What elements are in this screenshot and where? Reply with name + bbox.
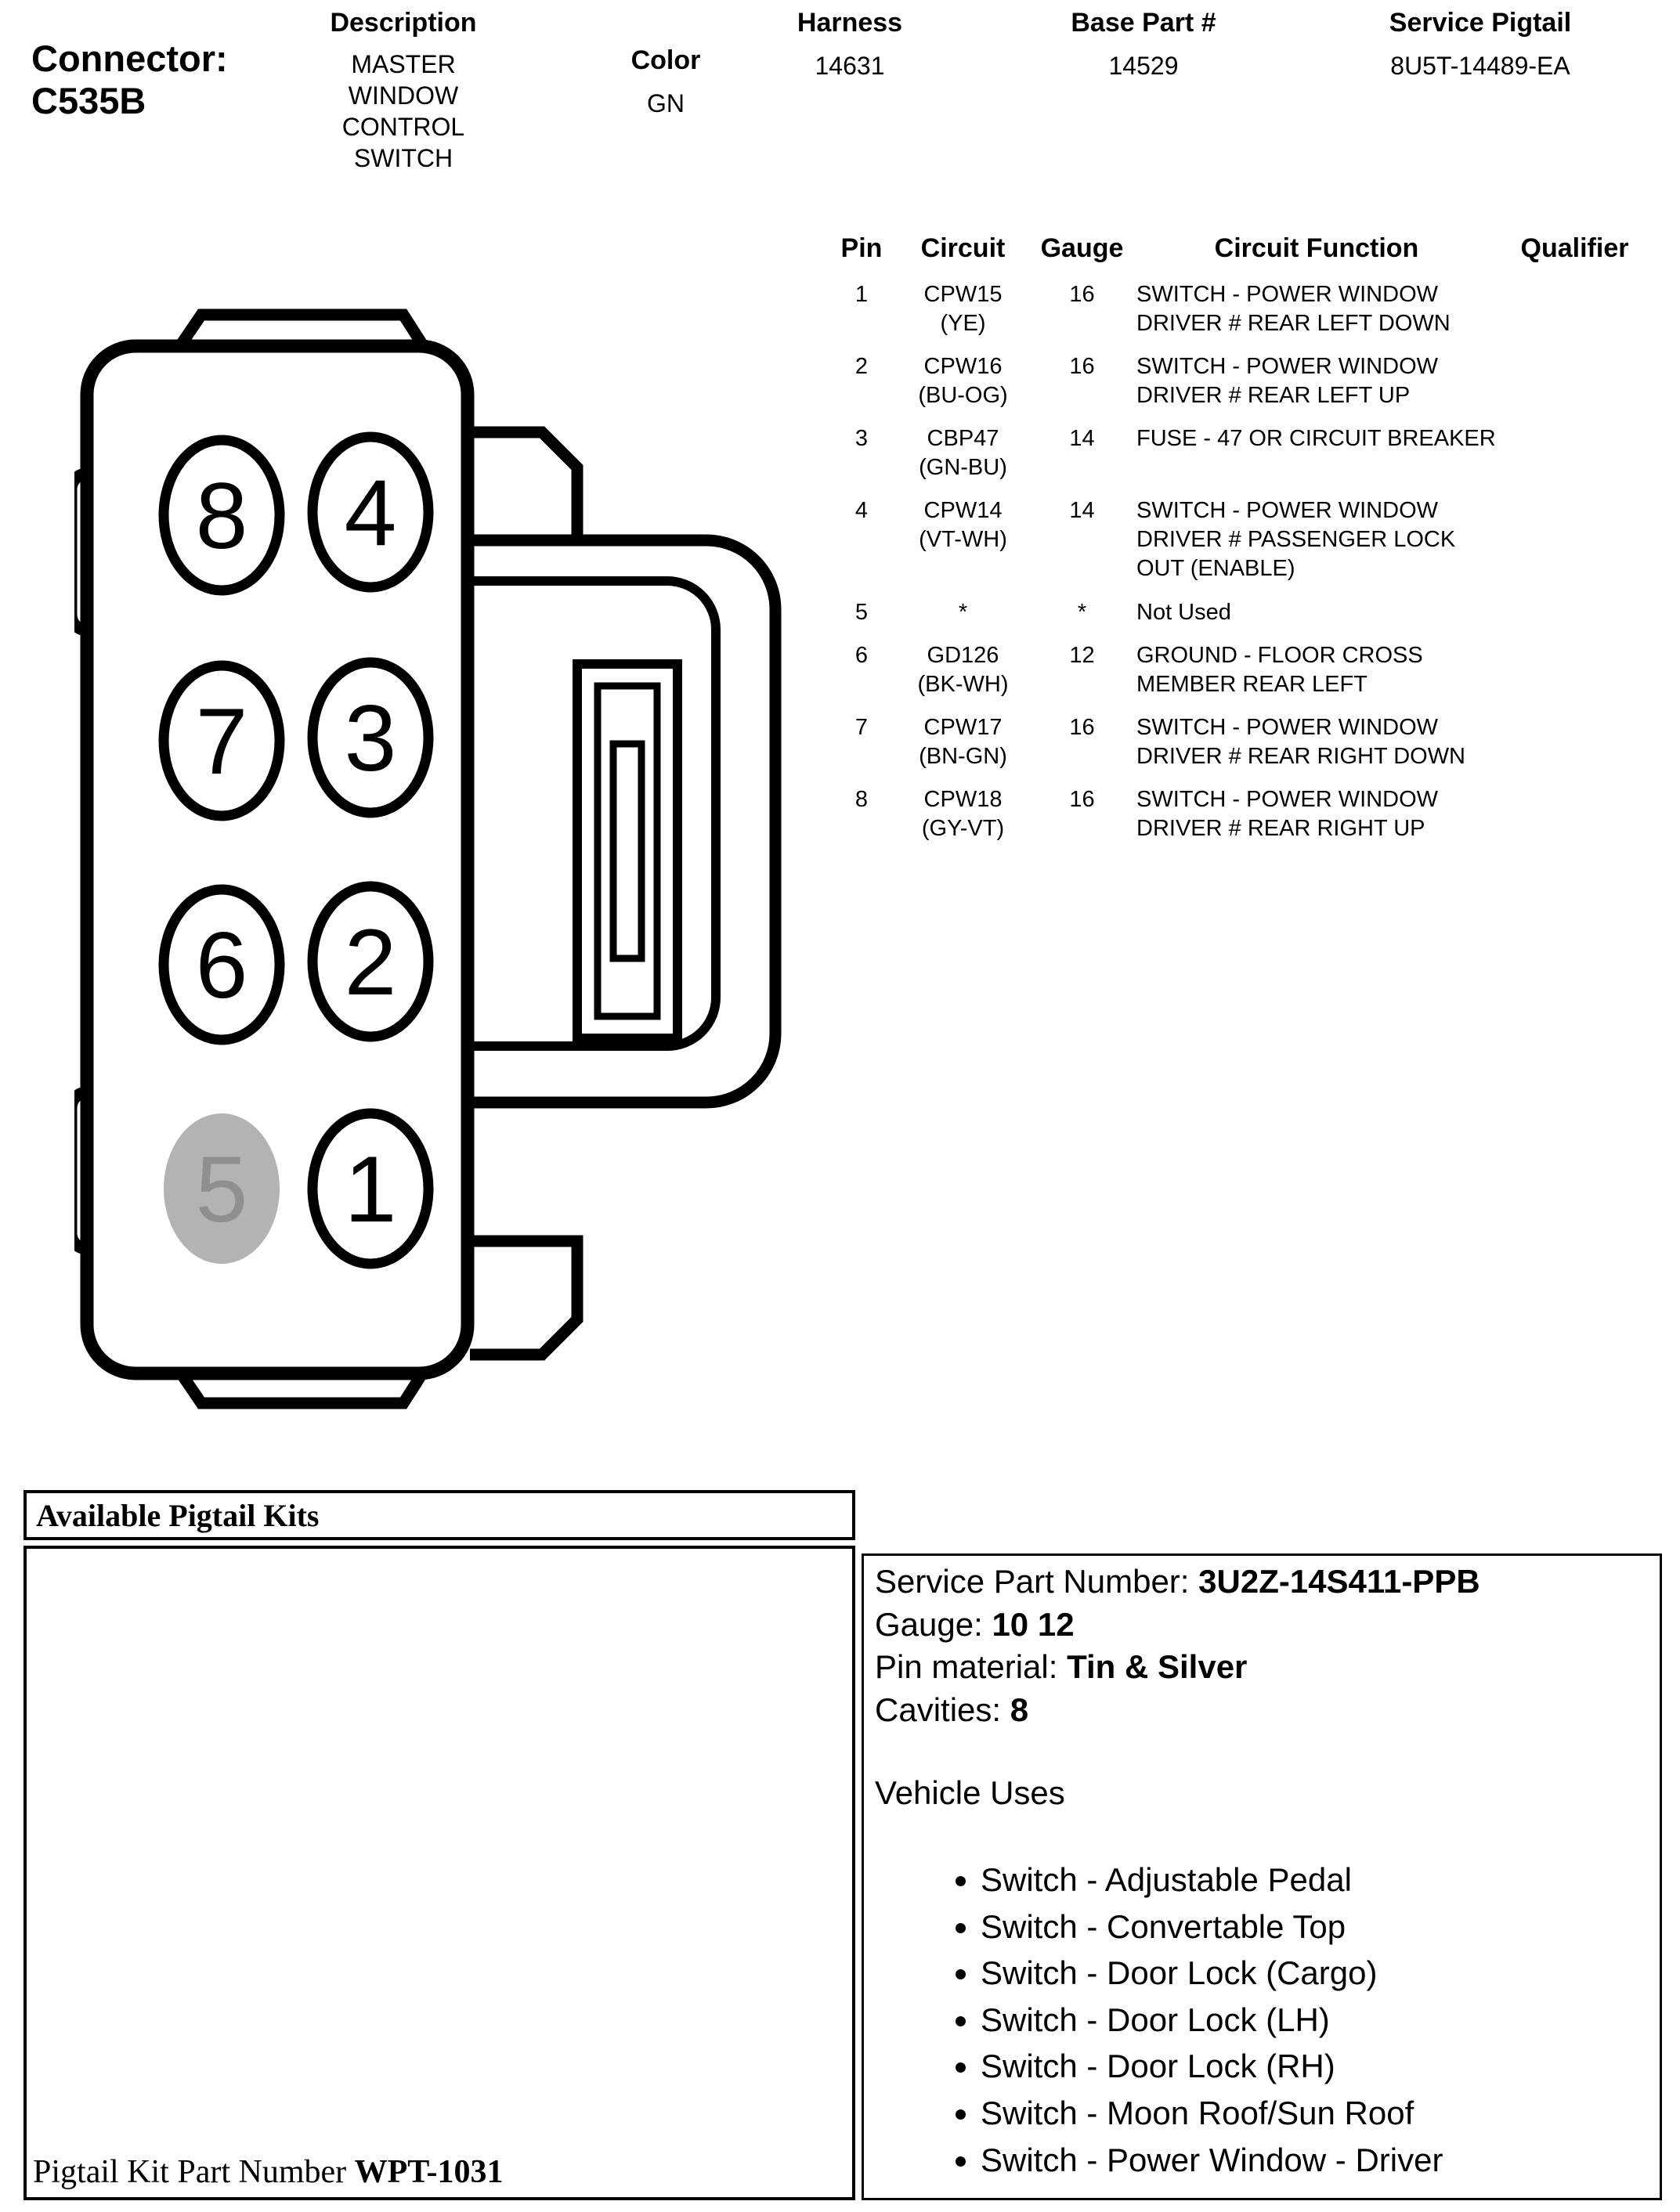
vehicle-use-item: • Switch - Door Lock (LH) [981,1999,1649,2042]
function-cell: GROUND - FLOOR CROSS MEMBER REAR LEFT [1136,642,1423,697]
vehicle-use-item: • Switch - Adjustable Pedal [981,1859,1649,1902]
vehicle-use-item: • Switch - Convertable Top [981,1906,1649,1949]
circuit-code: CPW14 [923,498,1003,524]
function-cell: Not Used [1136,599,1231,625]
connector-face-diagram [74,305,795,1417]
service-pigtail-value: 8U5T-14489-EA [1390,52,1570,80]
pin-table-header-pin: Pin [840,233,883,263]
circuit-color: (BN-GN) [919,743,1007,769]
circuit-cell [898,598,1028,627]
gauge-label: Gauge: [875,1605,983,1643]
circuit-color: (VT-WH) [919,527,1007,553]
cavities-value: 8 [1010,1691,1029,1728]
pigtail-kit-details-box [862,1553,1662,2200]
pin-cell: 8 [854,787,869,813]
harness-value: 14631 [815,52,885,80]
latch-slot-inner [613,744,641,958]
qualifier-cell [1506,424,1643,482]
gauge-cell: 14 [1069,425,1095,451]
circuit-code: CPW18 [923,787,1003,813]
pin-cavity-7-label: 7 [195,689,248,794]
circuit-code: CPW15 [923,281,1003,307]
vehicle-use-item: • Switch - Door Lock (RH) [981,2045,1649,2088]
available-pigtail-kits-label: Available Pigtail Kits [36,1497,320,1533]
pin-cavity-5-label: 5 [195,1137,248,1242]
connector-title [31,38,228,122]
circuit-code: CPW16 [923,353,1003,379]
gauge-cell: 12 [1069,642,1095,668]
vehicle-use-item: • Switch - Power Window - Driver [981,2139,1649,2182]
pin-cavity-8-label: 8 [195,464,248,568]
pin-material-value: Tin & Silver [1067,1648,1248,1686]
function-cell: SWITCH - POWER WINDOW DRIVER # REAR LEFT UP [1136,353,1439,408]
circuit-color: (BU-OG) [918,382,1008,408]
pin-table-header-gauge: Gauge [1040,233,1124,263]
pin-cavity-2-label: 2 [344,910,397,1015]
vehicle-use-item: • Switch - Moon Roof/Sun Roof [981,2092,1649,2135]
circuit-code: GD126 [927,642,999,668]
circuit-cell [898,713,1028,771]
qualifier-cell [1506,641,1643,699]
gauge-cell: 16 [1069,281,1095,307]
circuit-code: CPW17 [923,714,1003,740]
service-part-number-label: Service Part Number: [875,1563,1190,1600]
qualifier-cell [1506,352,1643,410]
pin-cell: 1 [854,281,869,307]
qualifier-cell [1506,496,1643,583]
latch-top-tab [470,432,577,546]
available-pigtail-kits-title [23,1490,855,1540]
pin-table-header-circuit: Circuit [920,233,1006,263]
circuit-code: * [958,599,968,625]
gauge-cell: 16 [1069,353,1095,379]
description-label: Description [330,8,477,38]
circuit-cell [898,352,1028,410]
service-pigtail-label: Service Pigtail [1389,8,1572,38]
qualifier-cell [1506,280,1643,338]
cavities-line [875,1689,1649,1732]
color-label: Color [630,45,701,75]
circuit-cell [898,785,1028,843]
qualifier-cell [1506,713,1643,771]
harness-label: Harness [797,8,903,38]
gauge-cell: 14 [1069,498,1095,524]
gauge-cell: 16 [1069,714,1095,740]
pin-cell: 7 [854,714,869,740]
pin-cell: 4 [854,498,869,524]
circuit-color: (YE) [940,310,986,336]
pin-cell: 6 [854,642,869,668]
color-value: GN [647,89,685,117]
pin-cell: 3 [854,425,869,451]
cavities-label: Cavities: [875,1691,1002,1728]
circuit-cell [898,280,1028,338]
pin-cavity-3-label: 3 [344,686,397,791]
vehicle-use-item: • Switch - Door Lock (Cargo) [981,1952,1649,1995]
pin-material-label: Pin material: [875,1648,1058,1686]
pin-table-header-qualifier: Qualifier [1520,233,1629,263]
function-cell: SWITCH - POWER WINDOW DRIVER # PASSENGER LOCK OUT (ENABLE) [1136,498,1456,582]
circuit-color: (GY-VT) [921,816,1005,842]
qualifier-cell [1506,785,1643,843]
pin-table [834,232,1643,843]
function-cell: SWITCH - POWER WINDOW DRIVER # REAR LEFT DOWN [1136,281,1451,336]
pin-cell: 5 [854,599,869,625]
vehicle-uses-list [875,1859,1649,2181]
gauge-line [875,1604,1649,1647]
latch-bottom-tab [470,1241,577,1355]
pigtail-kit-box [23,1546,855,2200]
qualifier-cell [1506,598,1643,627]
gauge-cell: * [1077,599,1087,625]
circuit-code: CBP47 [927,425,999,451]
base-part-label: Base Part # [1071,8,1216,38]
function-cell: FUSE - 47 OR CIRCUIT BREAKER [1136,425,1496,451]
service-part-number-line [875,1561,1649,1604]
service-part-number-value: 3U2Z-14S411-PPB [1198,1563,1480,1600]
pigtail-kit-part-number-value: WPT-1031 [354,2154,504,2190]
description-value: MASTER WINDOW CONTROL SWITCH [341,50,465,172]
pin-cavity-4-label: 4 [344,460,397,565]
circuit-cell [898,496,1028,583]
gauge-cell: 16 [1069,787,1095,813]
pigtail-kit-part-number-line [33,2153,503,2191]
vehicle-uses-heading: Vehicle Uses [875,1774,1065,1812]
base-part-value: 14529 [1108,52,1179,80]
pin-material-line [875,1646,1649,1689]
connector-label: Connector: [31,38,228,79]
circuit-cell [898,424,1028,482]
gauge-value: 10 12 [992,1605,1075,1643]
pin-cavity-6-label: 6 [195,913,248,1018]
circuit-cell [898,641,1028,699]
pigtail-kit-part-number-label: Pigtail Kit Part Number [33,2154,347,2190]
function-cell: SWITCH - POWER WINDOW DRIVER # REAR RIGHT UP [1136,787,1439,842]
function-cell: SWITCH - POWER WINDOW DRIVER # REAR RIGHT DOWN [1136,714,1466,769]
circuit-color: (BK-WH) [917,671,1009,697]
circuit-color: (GN-BU) [919,455,1007,481]
pin-cavity-1-label: 1 [344,1137,397,1242]
connector-id: C535B [31,80,146,122]
pin-table-header-function: Circuit Function [1214,233,1419,263]
pin-cell: 2 [854,353,869,379]
